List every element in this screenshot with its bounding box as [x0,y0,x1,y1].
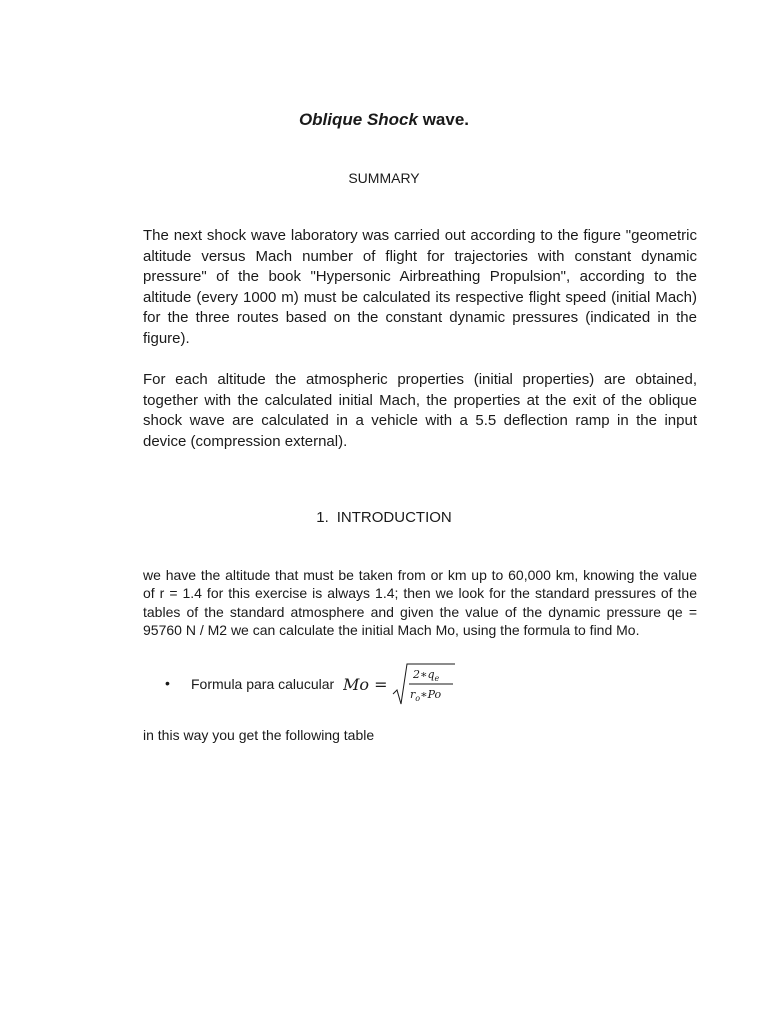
introduction-paragraph: we have the altitude that must be taken from or km up to 60,000 km, knowing the value of r = 1.4 for this exercise is always 1.4; then we look for the standard pressures of the tables of the standard atmosphere and given the value of the dynamic pressure qe = 95760 N / M2 we can calculate the initial Mach Mo, using the formula to find Mo. [143,567,697,639]
summary-paragraph-2: For each altitude the atmospheric properties (initial properties) are obtained, together with the calculated initial Mach, the properties at the exit of the oblique shock wave are calculated in a vehicle with a 5.5 deflection ramp in the input device (compression external). [143,371,697,450]
bullet-label: Formula para calucular [191,676,335,692]
summary-heading: SUMMARY [348,170,420,186]
title-rest: wave. [417,110,470,129]
bullet-icon: • [165,675,170,691]
formula-lhs: Mo = [343,675,388,694]
section-title: INTRODUCTION [336,509,452,526]
summary-paragraph-1: The next shock wave laboratory was carried out according to the figure "geometric altitude versus Mach number of flight for trajectories with constant dynamic pressure" of the book "Hypersonic Airbreathing Propulsion", according to the altitude (every 1000 m) must be calculated its respective flight speed (initial Mach) for the three routes based on the constant dynamic pressures (indicated in the figure). [143,227,697,347]
introduction-heading [0,509,768,526]
section-number: 1. [316,509,329,526]
mach-formula [343,662,463,708]
formula-numerator: $2∗q_e$ [413,668,440,683]
formula-bullet [165,662,585,708]
document-title [0,110,768,130]
title-italic-part: Oblique Shock [298,110,418,129]
closing-sentence: in this way you get the following table [143,727,375,743]
formula-denominator: $r_o∗Po$ [410,688,442,703]
